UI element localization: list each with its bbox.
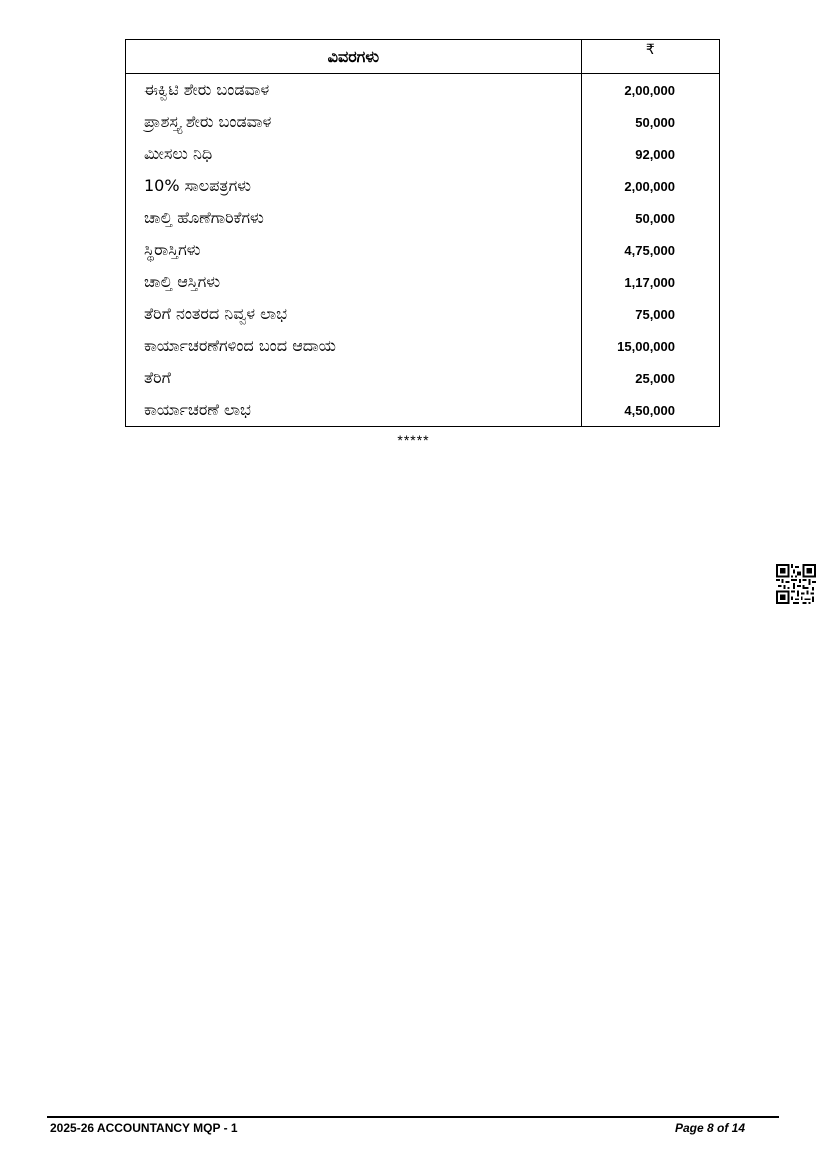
row-label: ತೆರಿಗೆ [126, 362, 582, 394]
table-row [126, 106, 720, 138]
footer-divider [47, 1116, 779, 1118]
table-row [126, 394, 720, 427]
data-table [125, 39, 720, 427]
table-row [126, 298, 720, 330]
row-amount: 4,75,000 [581, 234, 719, 266]
table-row [126, 362, 720, 394]
table-row [126, 74, 720, 107]
row-label: ಮೀಸಲು ನಿಧಿ [126, 138, 582, 170]
table-row [126, 266, 720, 298]
table-row [126, 138, 720, 170]
row-label: ಈಕ್ವಿಟಿ ಶೇರು ಬಂಡವಾಳ [126, 74, 582, 107]
row-amount: 2,00,000 [581, 74, 719, 107]
row-amount: 92,000 [581, 138, 719, 170]
row-amount: 75,000 [581, 298, 719, 330]
footer-title: 2025-26 ACCOUNTANCY MQP - 1 [50, 1121, 238, 1135]
row-amount: 25,000 [581, 362, 719, 394]
row-label: ಚಾಲ್ತಿ ಹೊಣೆಗಾರಿಕೆಗಳು [126, 202, 582, 234]
row-amount: 50,000 [581, 106, 719, 138]
row-amount: 2,00,000 [581, 170, 719, 202]
page-number: Page 8 of 14 [674, 1121, 745, 1135]
table-row [126, 234, 720, 266]
table-header-row [126, 40, 720, 74]
amount-header: ₹ [581, 40, 719, 74]
particulars-header: ವಿವರಗಳು [126, 40, 582, 74]
table-row [126, 330, 720, 362]
row-label: ಕಾರ್ಯಾಚರಣೆ ಲಾಭ [126, 394, 582, 427]
row-amount: 15,00,000 [581, 330, 719, 362]
row-amount: 50,000 [581, 202, 719, 234]
row-label: ಪ್ರಾಶಸ್ತ್ಯ ಶೇರು ಬಂಡವಾಳ [126, 106, 582, 138]
row-amount: 1,17,000 [581, 266, 719, 298]
row-label: ಕಾರ್ಯಾಚರಣೆಗಳಿಂದ ಬಂದ ಆದಾಯ [126, 330, 582, 362]
row-label: ಚಾಲ್ತಿ ಆಸ್ತಿಗಳು [126, 266, 582, 298]
qr-code-icon [776, 564, 816, 604]
row-amount: 4,50,000 [581, 394, 719, 427]
table-row [126, 170, 720, 202]
row-label: ತೆರಿಗೆ ನಂತರದ ನಿವ್ವಳ ಲಾಭ [126, 298, 582, 330]
table-row [126, 202, 720, 234]
row-label: 10% ಸಾಲಪತ್ರಗಳು [126, 170, 582, 202]
end-marker: ***** [397, 432, 430, 448]
row-label: ಸ್ಥಿರಾಸ್ತಿಗಳು [126, 234, 582, 266]
